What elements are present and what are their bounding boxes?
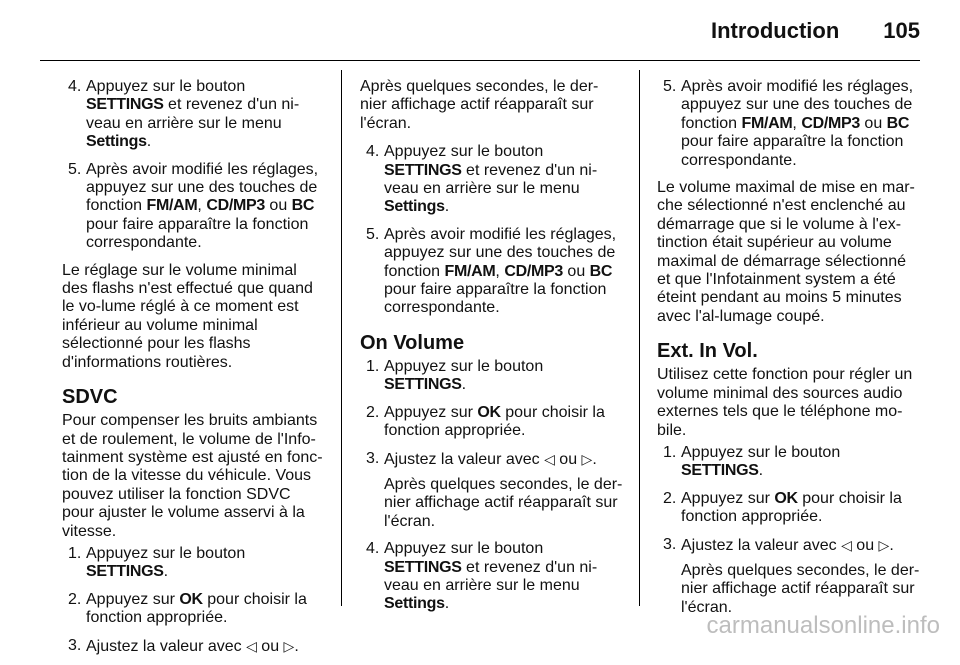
page-header xyxy=(711,18,920,44)
list-item: 1. Appuyez sur le bouton SETTINGS. xyxy=(663,443,841,480)
column-2 xyxy=(360,78,624,623)
steps-list xyxy=(657,78,921,170)
list-item: 5. Après avoir modifié les réglages, appuyez sur une des touches de fonction FM/AM, CD/MP3 ou BC pour faire apparaître la fonction correspondante. xyxy=(663,78,914,169)
list-item: 4. Appuyez sur le bouton SETTINGS et revenez d'un ni-veau en arrière sur le menu Settings. xyxy=(366,540,598,613)
list-item: 4. Appuyez sur le bouton SETTINGS et revenez d'un ni-veau en arrière sur le menu Settings. xyxy=(68,78,300,151)
left-arrow-icon: ◁ xyxy=(841,536,852,553)
right-arrow-icon: ▷ xyxy=(581,450,593,467)
heading-ext-in-vol: Ext. In Vol. xyxy=(657,340,758,363)
column-divider-1 xyxy=(341,70,342,606)
steps-list xyxy=(360,143,624,318)
paragraph: Le volume maximal de mise en mar-che sélectionné n'est enclenché au démarrage que si le volume à l'ex-tinction était supérieur au volume maximal de démarrage sélectionné et que l'Infotainment system a été éteint pendant au moins 5 minutes avec l'al-lumage coupé. xyxy=(657,179,915,325)
list-item: 5. Après avoir modifié les réglages, appuyez sur une des touches de fonction FM/AM, CD/MP3 ou BC pour faire apparaître la fonction correspondante. xyxy=(366,225,617,317)
column-divider-2 xyxy=(639,70,640,606)
list-item: 2. Appuyez sur OK pour choisir la fonction appropriée. xyxy=(663,489,902,526)
list-item: 2. Appuyez sur OK pour choisir la fonction appropriée. xyxy=(68,590,307,627)
list-item: 3. Ajustez la valeur avec ◁ ou ▷. Après quelques secondes, le der-nier affichage actif réapparaît sur l'écran. xyxy=(663,535,920,616)
column-1 xyxy=(62,78,326,665)
left-arrow-icon: ◁ xyxy=(246,637,257,654)
right-arrow-icon: ▷ xyxy=(878,536,890,553)
column-3 xyxy=(657,78,921,626)
step-note: Après quelques secondes, le der-nier affichage actif réapparaît sur l'écran. xyxy=(384,475,623,530)
page-number: 105 xyxy=(883,18,920,43)
right-arrow-icon: ▷ xyxy=(283,637,295,654)
steps-list xyxy=(62,78,326,253)
list-item: 5. Après avoir modifié les réglages, appuyez sur une des touches de fonction FM/AM, CD/MP3 ou BC pour faire apparaître la fonction correspondante. xyxy=(68,160,319,252)
header-rule xyxy=(40,60,920,61)
settings-key: SETTINGS xyxy=(86,96,164,114)
watermark: carmanualsonline.info xyxy=(706,612,940,639)
list-item: 2. Appuyez sur OK pour choisir la fonction appropriée. xyxy=(366,403,605,440)
heading-on-volume: On Volume xyxy=(360,331,465,354)
paragraph: Le réglage sur le volume minimal des flashs n'est effectué que quand le vo-lume réglé à ce moment est inférieur au volume minimal sélectionné pour les flashs d'informations routières. xyxy=(62,261,313,371)
paragraph: Utilisez cette fonction pour régler un volume minimal des sources audio externes tels que le téléphone mo-bile. xyxy=(657,366,913,439)
section-title: Introduction xyxy=(710,18,840,43)
step-note: Après quelques secondes, le der-nier affichage actif réapparaît sur l'écran. xyxy=(681,561,920,616)
heading-sdvc: SDVC xyxy=(62,386,118,409)
steps-list xyxy=(360,358,624,614)
list-item: 3. Ajustez la valeur avec ◁ ou ▷. xyxy=(68,636,299,655)
settings-menu: Settings xyxy=(86,133,147,151)
list-item: 1. Appuyez sur le bouton SETTINGS. xyxy=(366,357,544,394)
paragraph: Après quelques secondes, le der-nier affichage actif réapparaît sur l'écran. xyxy=(360,78,599,132)
list-item: 3. Ajustez la valeur avec ◁ ou ▷. Après quelques secondes, le der-nier affichage actif réapparaît sur l'écran. xyxy=(366,449,623,530)
steps-list xyxy=(62,545,326,656)
left-arrow-icon: ◁ xyxy=(544,450,555,467)
list-item: 4. Appuyez sur le bouton SETTINGS et revenez d'un ni-veau en arrière sur le menu Settings. xyxy=(366,143,598,216)
paragraph: Pour compenser les bruits ambiants et de roulement, le volume de l'Info-tainment système est ajusté en fonc-tion de la vitesse du véhicule. Vous pouvez utiliser la fonction SDVC pour ajuster le volume asservi à la vitesse. xyxy=(62,412,323,540)
list-item: 1. Appuyez sur le bouton SETTINGS. xyxy=(68,544,246,581)
steps-list xyxy=(657,444,921,617)
